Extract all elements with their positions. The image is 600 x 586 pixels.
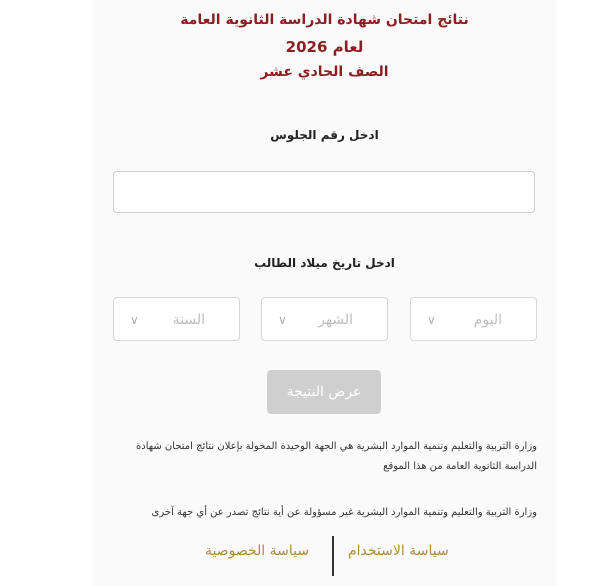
year-select-placeholder: السنة [172, 312, 205, 328]
content-panel [92, 0, 557, 586]
birthdate-label: ادخل تاريخ ميلاد الطالب [254, 256, 395, 270]
privacy-policy-link[interactable]: سياسة الخصوصية [205, 543, 310, 559]
seat-number-label: ادخل رقم الجلوس [270, 128, 379, 142]
year-select[interactable] [113, 297, 240, 341]
terms-of-use-link[interactable]: سياسة الاستخدام [348, 543, 449, 559]
exam-year: لعام 2026 [285, 38, 364, 56]
chevron-down-icon: ∨ [427, 313, 436, 327]
month-select[interactable] [261, 297, 388, 341]
day-select-placeholder: اليوم [473, 312, 502, 328]
show-result-button[interactable]: عرض النتيجة [267, 370, 381, 414]
seat-number-input[interactable] [113, 171, 535, 213]
chevron-down-icon: ∨ [278, 313, 287, 327]
disclaimer-note: وزارة التربية والتعليم وتنمية الموارد البشرية غير مسؤولة عن أية نتائج تصدر عن أي جهة آخرى [151, 507, 537, 518]
footer-divider [332, 536, 334, 576]
day-select[interactable] [410, 297, 537, 341]
page-title: نتائج امتحان شهادة الدراسة الثانوية العامة [180, 12, 469, 28]
official-source-note: وزارة التربية والتعليم وتنمية الموارد البشرية هي الجهة الوحيدة المخولة بإعلان نتائج امتحان شهادة الدراسة الثانوية العامة من هذا الموقع [136, 441, 537, 472]
month-select-placeholder: الشهر [318, 312, 353, 328]
chevron-down-icon: ∨ [130, 313, 139, 327]
grade-label: الصف الحادي عشر [260, 64, 389, 80]
